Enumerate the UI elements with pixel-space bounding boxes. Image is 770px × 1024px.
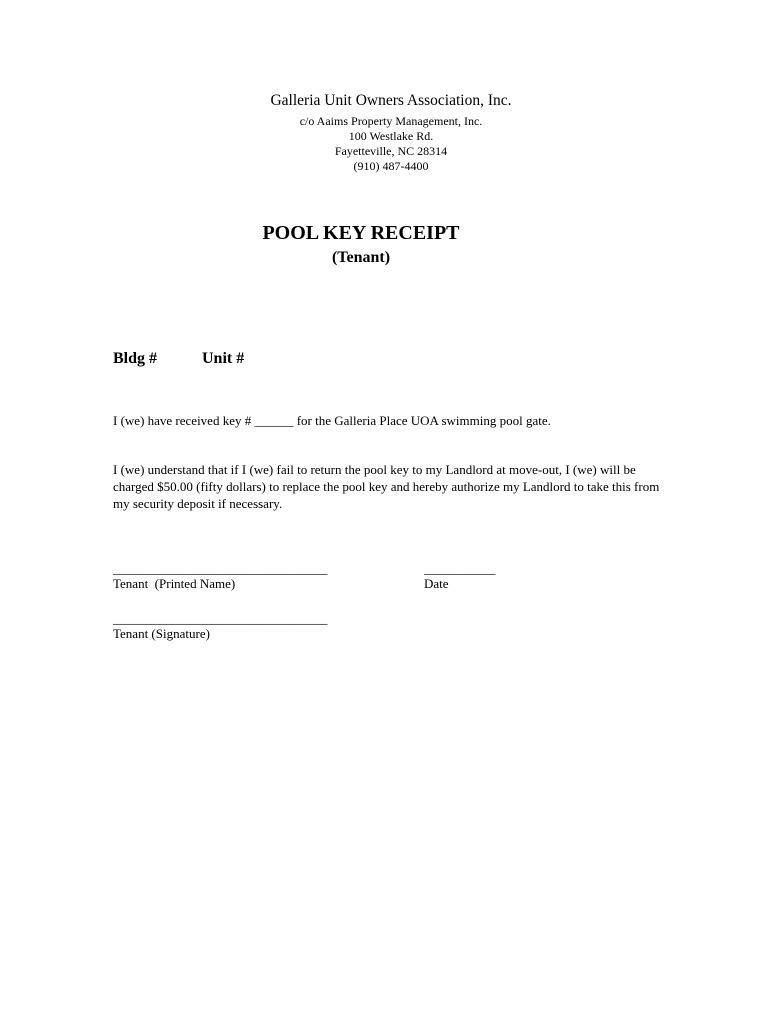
care-of-line: c/o Aaims Property Management, Inc. — [299, 113, 483, 128]
date-label: Date — [424, 576, 449, 591]
city-line: Fayetteville, NC 28314 — [334, 143, 448, 158]
document-title: POOL KEY RECEIPT — [262, 222, 460, 244]
signature-line: _________________________________ — [113, 611, 328, 626]
phone-line: (910) 487-4400 — [353, 158, 429, 173]
unit-number-label: Unit # — [202, 350, 245, 367]
street-line: 100 Westlake Rd. — [348, 128, 434, 143]
printed-name-label: Tenant (Printed Name) — [113, 576, 236, 591]
document-subtitle: (Tenant) — [331, 249, 391, 266]
deposit-authorization-statement: I (we) understand that if I (we) fail to return the pool key to my Landlord at move-out, I (we) will be charged $50.00 (fifty dollars) to replace the pool key and hereby authorize my Landlord to take this from my security deposit if necessary. — [113, 462, 660, 511]
signature-label: Tenant (Signature) — [113, 626, 210, 641]
letterhead — [0, 92, 770, 174]
org-name: Galleria Unit Owners Association, Inc. — [270, 92, 512, 109]
title-block — [0, 220, 722, 270]
date-line: ___________ — [424, 561, 496, 576]
bldg-number-label: Bldg # — [113, 350, 158, 367]
printed-name-line: _________________________________ — [113, 561, 328, 576]
key-received-statement: I (we) have received key # ______ for the Galleria Place UOA swimming pool gate. — [113, 413, 551, 428]
